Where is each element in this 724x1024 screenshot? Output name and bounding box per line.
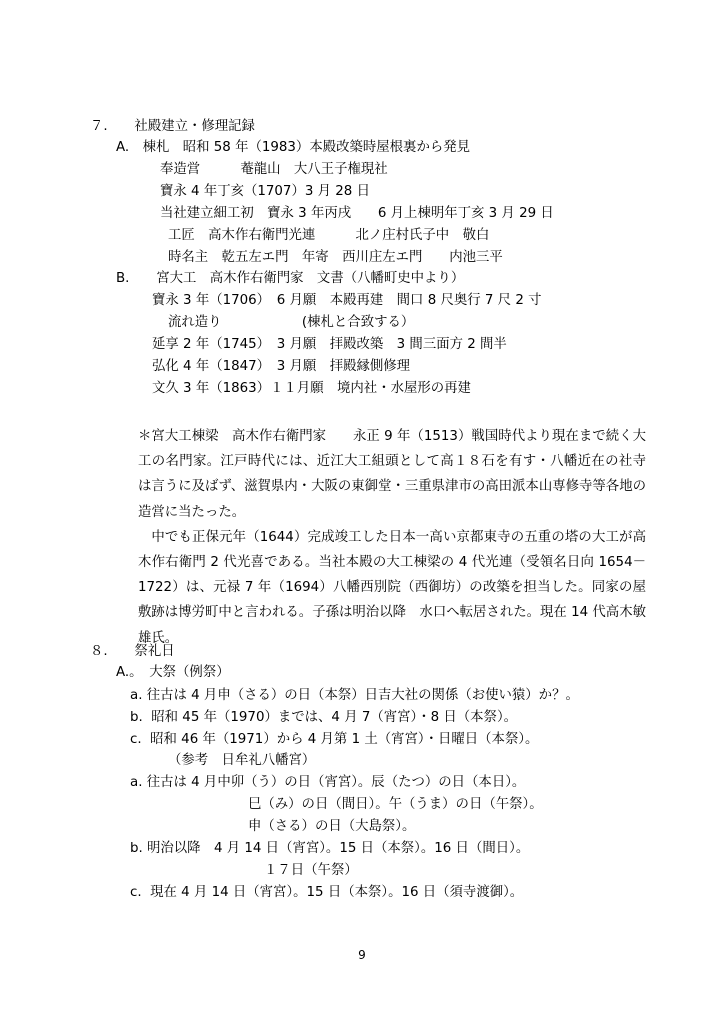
section-7-a-line-4: 工匠 高木作右衛門光連 北ノ庄村氏子中 敬白 <box>168 228 490 243</box>
section-7-a-line-3: 当社建立細工初 寶永 3 年丙戌 6 月上棟明年丁亥 3 月 29 日 <box>160 206 554 221</box>
section-7-b-line-1: 寶永 3 年（1706） 6 月願 本殿再建 間口 8 尺奥行 7 尺 2 寸 <box>152 293 542 308</box>
carpenter-note-paragraph-1: ＊宮大工棟梁 高木作右衛門家 永正 9 年（1513）戦国時代より現在まで続く大工の名門家。江戸時代には、近江大工組頭として高１８石を有す・八幡近在の社寺は言うに及ばず、滋賀県内・大阪の東御堂・三重県津市の高田派本山専修寺等各地の造営に当たった。 <box>138 429 646 520</box>
section-8-ref-line-5: １７日（午祭） <box>264 863 358 878</box>
carpenter-note-paragraph-2: 中でも正保元年（1644）完成竣工した日本一高い京都東寺の五重の塔の大工が高木作右衛門 2 代光喜である。当社本殿の大工棟梁の 4 代光連（受領名日向 1654－1722）は、元禄 7 年（1694）八幡西別院（西御坊）の改築を担当した。同家の屋敷跡は博労町中と言われる。子孫は明治以降 水口へ転居された。現在 14 代高木敏雄氏。 <box>138 529 646 646</box>
section-8-a-line-3: c. 昭和 46 年（1971）から 4 月第 1 土（宵宮）・日曜日（本祭）。 <box>130 732 539 747</box>
section-7-a-heading: A. 棟札 昭和 58 年（1983）本殿改築時屋根裏から発見 <box>116 140 471 155</box>
section-8-a-heading: A.。 大祭（例祭） <box>116 665 230 680</box>
page-number: 9 <box>358 948 366 962</box>
section-7-a-line-5: 時名主 乾五左エ門 年寄 西川庄左エ門 内池三平 <box>168 250 503 265</box>
carpenter-note <box>138 424 646 651</box>
section-7-a-line-1: 奉造営 菴龍山 大八王子権現社 <box>160 162 388 177</box>
section-7-b-line-5: 文久 3 年（1863）１１月願 境内社・水屋形の再建 <box>152 381 471 396</box>
section-7-b-line-2: 流れ造り (棟札と合致する） <box>168 315 415 330</box>
section-8-ref-line-3: 申（さる）の日（大島祭）。 <box>248 819 416 834</box>
section-8-ref-line-2: 巳（み）の日（間日）。午（うま）の日（午祭）。 <box>248 797 543 812</box>
section-8-a-line-2: b. 昭和 45 年（1970）までは、4 月 7（宵宮）・8 日（本祭）。 <box>130 710 518 725</box>
section-7-a-line-2: 寶永 4 年丁亥（1707）3 月 28 日 <box>160 184 370 199</box>
section-8-ref-line-4: b. 明治以降 4 月 14 日（宵宮）。15 日（本祭）。16 日（間日）。 <box>130 841 530 856</box>
section-7-b-heading: B. 宮大工 高木作右衛門家 文書（八幡町史中より） <box>116 271 465 286</box>
section-7-b-line-4: 弘化 4 年（1847） 3 月願 拝殿縁側修理 <box>152 359 411 374</box>
section-7-heading: ７. 社殿建立・修理記録 <box>90 119 255 134</box>
section-8-reference-heading: （参考 日牟礼八幡宮） <box>168 753 316 768</box>
section-8-a-line-1: a. 往古は 4 月申（さる）の日（本祭）日吉大社の関係（お使い猿）か？。 <box>130 688 579 703</box>
section-8-ref-line-6: c. 現在 4 月 14 日（宵宮）。15 日（本祭）。16 日（須寺渡御）。 <box>130 885 524 900</box>
section-8-heading: ８. 祭礼日 <box>90 644 175 659</box>
section-8-ref-line-1: a. 往古は 4 月中卯（う）の日（宵宮）。辰（たつ）の日（本日）。 <box>130 775 526 790</box>
section-7-b-line-3: 延享 2 年（1745） 3 月願 拝殿改築 3 間三面方 2 間半 <box>152 337 507 352</box>
